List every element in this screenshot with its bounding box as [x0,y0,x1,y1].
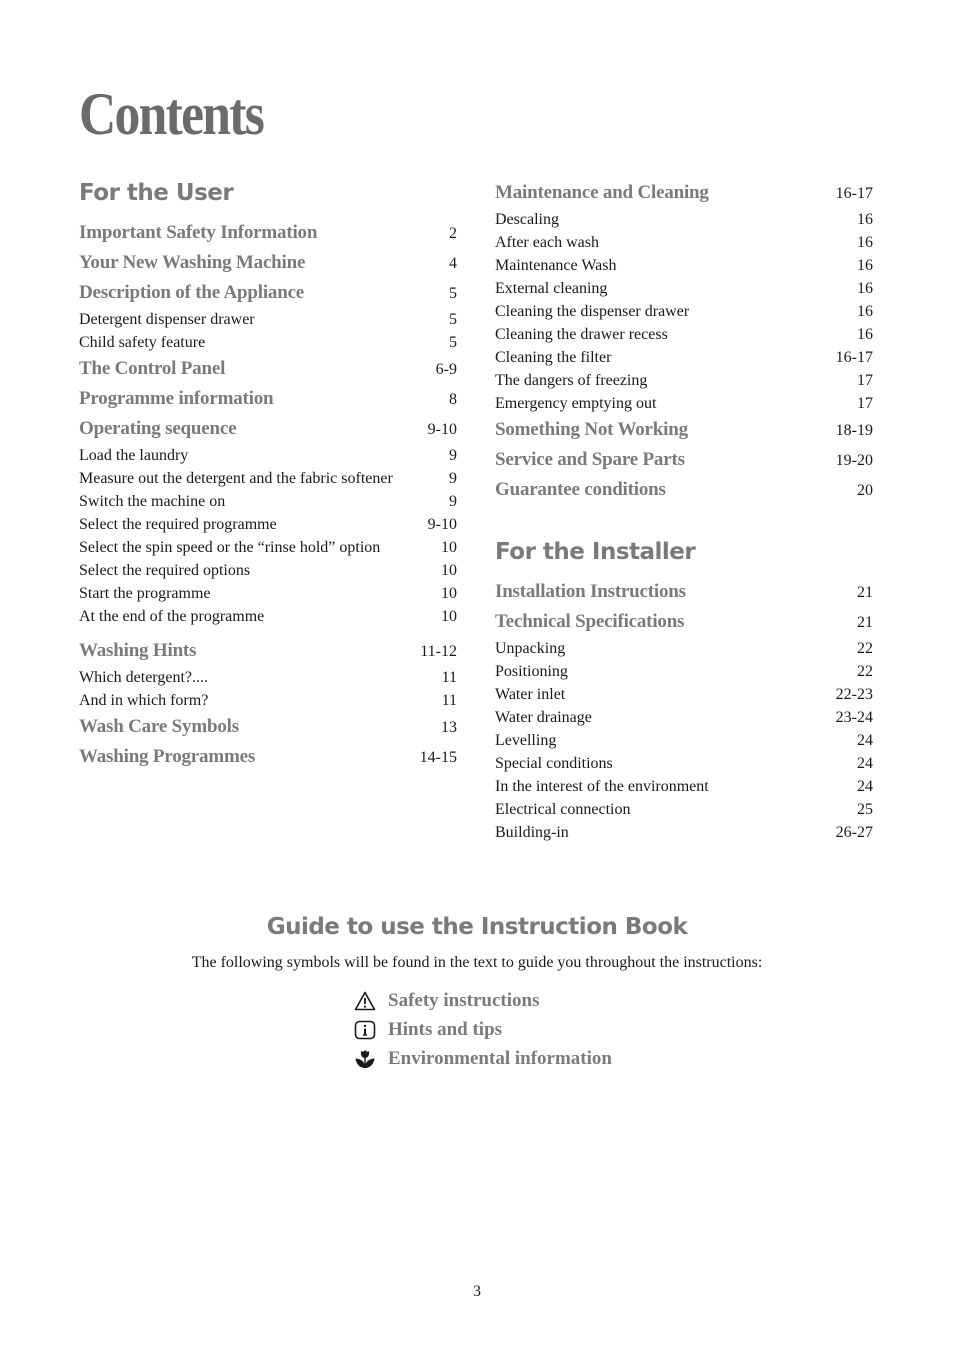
toc-entry[interactable]: Something Not Working 18-19 [495,419,873,440]
legend-item-safety [353,986,612,1015]
warning-triangle-icon [353,989,377,1013]
toc-entry[interactable]: Washing Hints 11-12 [79,640,457,661]
toc-entry[interactable]: Important Safety Information 2 [79,222,457,243]
toc-entry[interactable]: Installation Instructions 21 [495,581,873,602]
page-title: Contents [79,81,264,147]
environment-icon [353,1047,377,1071]
toc-subentry[interactable]: Special conditions 24 [495,755,873,772]
toc-subentry[interactable]: Emergency emptying out 17 [495,395,873,412]
section-heading-for-the-installer: For the Installer [495,539,696,565]
legend-label: Hints and tips [388,1018,503,1040]
page-number: 3 [473,1283,481,1300]
legend-label: Environmental information [388,1047,612,1069]
legend-item-hints [353,1015,612,1044]
toc-subentry[interactable]: External cleaning 16 [495,280,873,297]
info-icon [353,1018,377,1042]
toc-subentry[interactable]: Select the spin speed or the “rinse hold” option 10 [79,539,457,556]
toc-subentry[interactable]: Cleaning the drawer recess 16 [495,326,873,343]
toc-subentry[interactable]: Cleaning the filter 16-17 [495,349,873,366]
toc-subentry[interactable]: The dangers of freezing 17 [495,372,873,389]
toc-subentry[interactable]: Which detergent?.... 11 [79,669,457,686]
toc-subentry[interactable]: In the interest of the environment 24 [495,778,873,795]
toc-entry[interactable]: Guarantee conditions 20 [495,479,873,500]
toc-subentry[interactable]: Positioning 22 [495,663,873,680]
toc-subentry[interactable]: Select the required programme 9-10 [79,516,457,533]
toc-entry[interactable]: The Control Panel 6-9 [79,358,457,379]
toc-subentry[interactable]: And in which form? 11 [79,692,457,709]
toc-subentry[interactable]: Cleaning the dispenser drawer 16 [495,303,873,320]
toc-entry[interactable]: Operating sequence 9-10 [79,418,457,439]
toc-subentry[interactable]: Maintenance Wash 16 [495,257,873,274]
toc-subentry[interactable]: Child safety feature 5 [79,334,457,351]
toc-subentry[interactable]: Measure out the detergent and the fabric softener 9 [79,470,457,487]
toc-subentry[interactable]: Descaling 16 [495,211,873,228]
toc-subentry[interactable]: Detergent dispenser drawer 5 [79,311,457,328]
toc-entry[interactable]: Description of the Appliance 5 [79,282,457,303]
toc-entry[interactable]: Washing Programmes 14-15 [79,746,457,767]
toc-entry[interactable]: Wash Care Symbols 13 [79,716,457,737]
toc-subentry[interactable]: At the end of the programme 10 [79,608,457,625]
legend-item-environment [353,1044,612,1073]
toc-entry[interactable]: Programme information 8 [79,388,457,409]
section-heading-for-the-user: For the User [79,180,234,206]
toc-subentry[interactable]: Building-in 26-27 [495,824,873,841]
toc-subentry[interactable]: Unpacking 22 [495,640,873,657]
toc-entry[interactable]: Your New Washing Machine 4 [79,252,457,273]
legend-label: Safety instructions [388,989,540,1011]
toc-subentry[interactable]: Water inlet 22-23 [495,686,873,703]
contents-right-column [495,178,873,844]
toc-subentry[interactable]: Load the laundry 9 [79,447,457,464]
toc-entry[interactable]: Technical Specifications 21 [495,611,873,632]
toc-subentry[interactable]: Electrical connection 25 [495,801,873,818]
symbol-legend [353,986,612,1073]
guide-intro-text: The following symbols will be found in the text to guide you throughout the instructions: [191,954,763,971]
toc-subentry[interactable]: After each wash 16 [495,234,873,251]
toc-subentry[interactable]: Start the programme 10 [79,585,457,602]
toc-subentry[interactable]: Levelling 24 [495,732,873,749]
toc-subentry[interactable]: Select the required options 10 [79,562,457,579]
toc-subentry[interactable]: Water drainage 23-24 [495,709,873,726]
toc-subentry[interactable]: Switch the machine on 9 [79,493,457,510]
toc-entry[interactable]: Service and Spare Parts 19-20 [495,449,873,470]
contents-left-column [79,178,457,772]
guide-heading: Guide to use the Instruction Book [266,914,688,940]
toc-entry[interactable]: Maintenance and Cleaning 16-17 [495,182,873,203]
spacer [79,628,457,636]
spacer [495,505,873,537]
